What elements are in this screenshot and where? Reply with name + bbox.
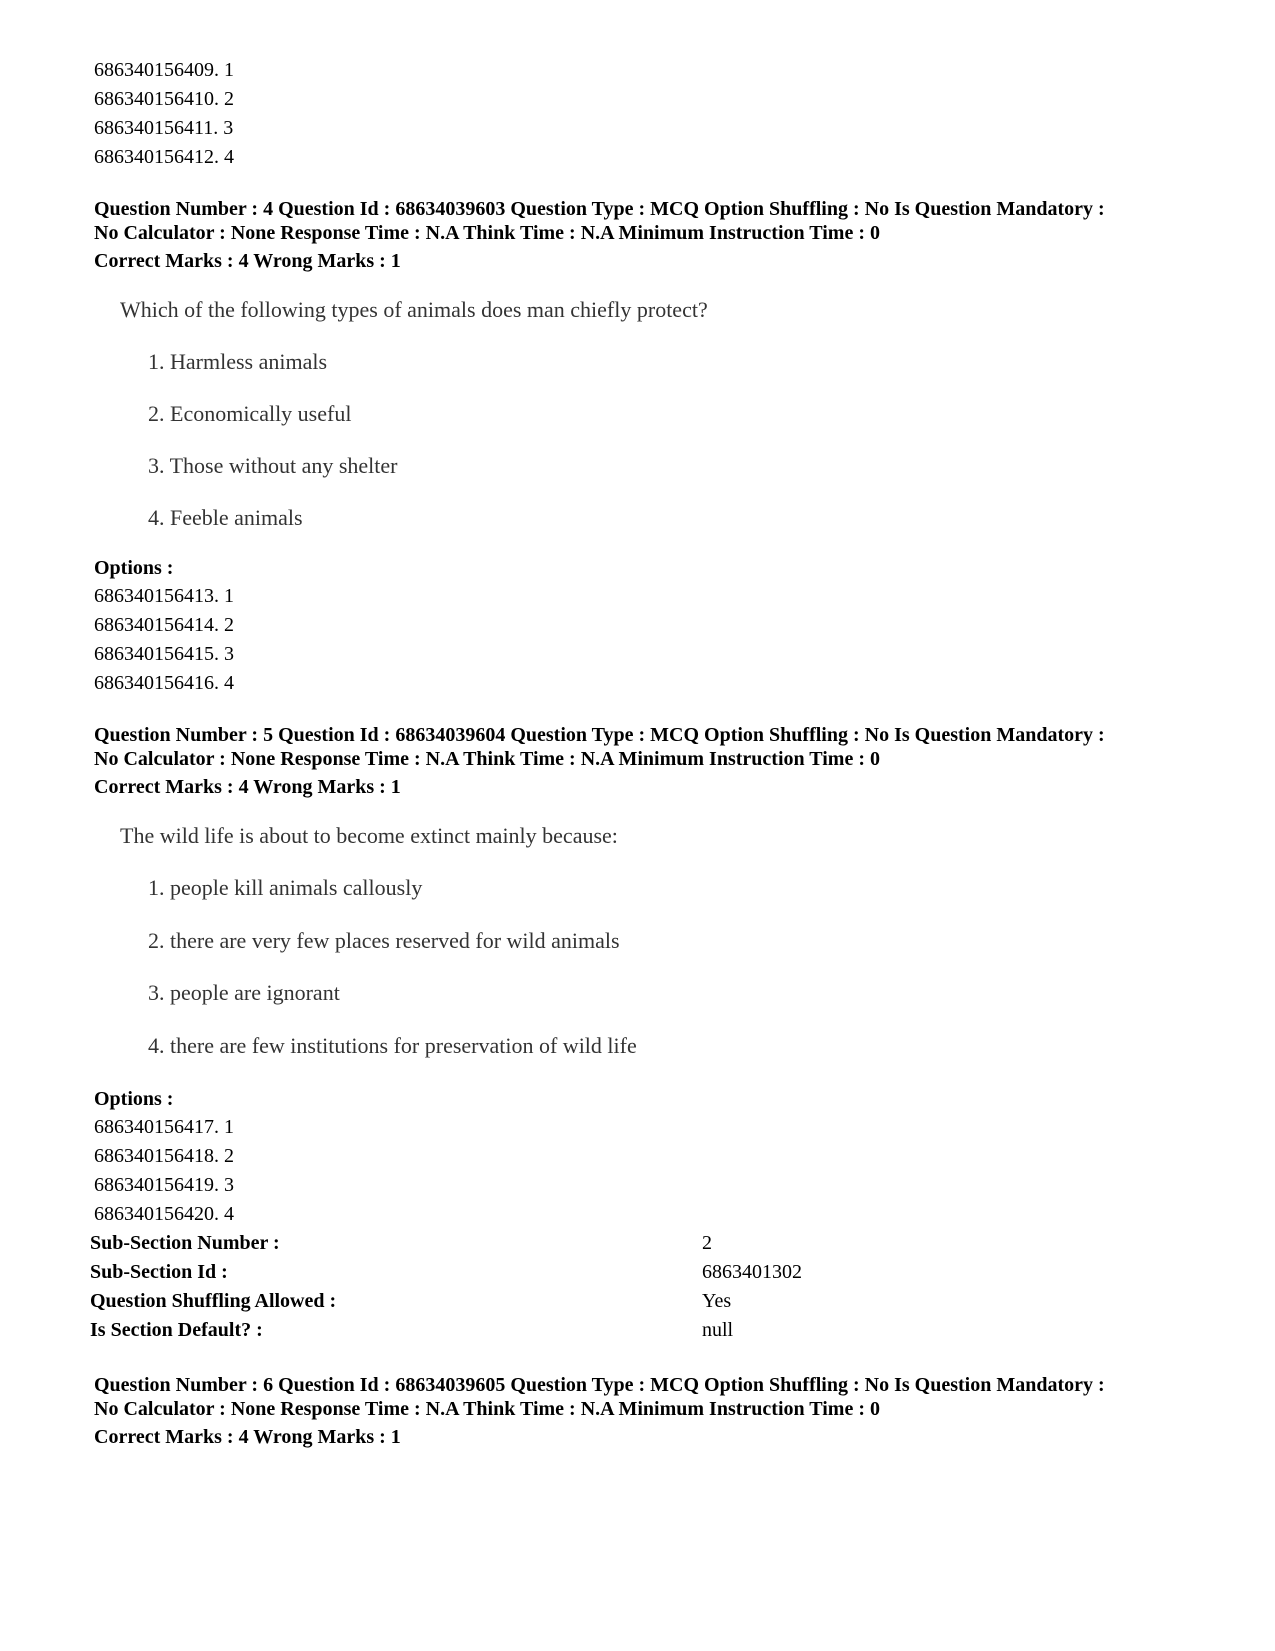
question-body-5	[120, 823, 637, 1058]
question-marks: Correct Marks : 4 Wrong Marks : 1	[94, 1426, 401, 1448]
subsection-key: Sub-Section Number :	[90, 1232, 280, 1254]
subsection-row	[90, 1287, 1090, 1316]
subsection-row	[90, 1316, 1090, 1345]
option-item: 686340156411. 3	[94, 117, 234, 139]
subsection-row	[90, 1229, 1090, 1258]
option-item: 686340156418. 2	[94, 1145, 234, 1167]
options-list-q5	[94, 1113, 234, 1229]
option-item: 686340156413. 1	[94, 585, 234, 607]
subsection-value: Yes	[702, 1290, 732, 1312]
options-label: Options :	[94, 557, 174, 579]
option-item: 686340156410. 2	[94, 88, 234, 110]
question-meta-line: No Calculator : None Response Time : N.A Think Time : N.A Minimum Instruction Time : 0	[94, 747, 880, 770]
question-marks: Correct Marks : 4 Wrong Marks : 1	[94, 250, 401, 272]
question-text: The wild life is about to become extinct mainly because:	[120, 823, 618, 848]
question-text: Which of the following types of animals does man chiefly protect?	[120, 297, 708, 322]
subsection-key: Is Section Default? :	[90, 1319, 263, 1341]
subsection-value: 2	[702, 1232, 712, 1254]
question-meta-line: No Calculator : None Response Time : N.A Think Time : N.A Minimum Instruction Time : 0	[94, 221, 880, 244]
answer-choice: 4. there are few institutions for preservation of wild life	[148, 1033, 637, 1058]
answer-choice: 1. people kill animals callously	[148, 875, 423, 900]
option-item: 686340156417. 1	[94, 1116, 234, 1138]
option-item: 686340156420. 4	[94, 1203, 234, 1225]
answer-choice: 1. Harmless animals	[148, 349, 328, 374]
question-meta-line: Question Number : 5 Question Id : 68634039604 Question Type : MCQ Option Shuffling : No Is Question Mandatory :	[94, 724, 1105, 746]
option-item: 686340156412. 4	[94, 146, 234, 168]
question-meta-line: No Calculator : None Response Time : N.A Think Time : N.A Minimum Instruction Time : 0	[94, 1397, 880, 1420]
option-item: 686340156416. 4	[94, 672, 234, 694]
options-label: Options :	[94, 1088, 174, 1110]
question-body-4	[120, 297, 708, 530]
question-marks: Correct Marks : 4 Wrong Marks : 1	[94, 776, 401, 798]
question-header-6	[94, 1374, 1204, 1450]
options-list-q3	[94, 56, 234, 172]
subsection-value: 6863401302	[702, 1261, 802, 1283]
answer-choice: 2. Economically useful	[148, 401, 352, 426]
question-meta-line: Question Number : 4 Question Id : 68634039603 Question Type : MCQ Option Shuffling : No Is Question Mandatory :	[94, 198, 1105, 220]
question-header-4	[94, 198, 1204, 274]
option-item: 686340156415. 3	[94, 643, 234, 665]
answer-choice: 3. Those without any shelter	[148, 453, 398, 478]
answer-choice: 4. Feeble animals	[148, 505, 303, 530]
answer-choice: 3. people are ignorant	[148, 980, 340, 1005]
subsection-value: null	[702, 1319, 734, 1341]
subsection-key: Question Shuffling Allowed :	[90, 1290, 337, 1312]
option-item: 686340156419. 3	[94, 1174, 234, 1196]
question-meta-line: Question Number : 6 Question Id : 68634039605 Question Type : MCQ Option Shuffling : No Is Question Mandatory :	[94, 1374, 1105, 1396]
option-item: 686340156409. 1	[94, 59, 234, 81]
question-header-5	[94, 724, 1204, 800]
subsection-row	[90, 1258, 1090, 1287]
options-list-q4	[94, 582, 234, 698]
subsection-key: Sub-Section Id :	[90, 1261, 228, 1283]
option-item: 686340156414. 2	[94, 614, 234, 636]
subsection-info	[90, 1229, 1090, 1345]
answer-choice: 2. there are very few places reserved for wild animals	[148, 928, 620, 953]
